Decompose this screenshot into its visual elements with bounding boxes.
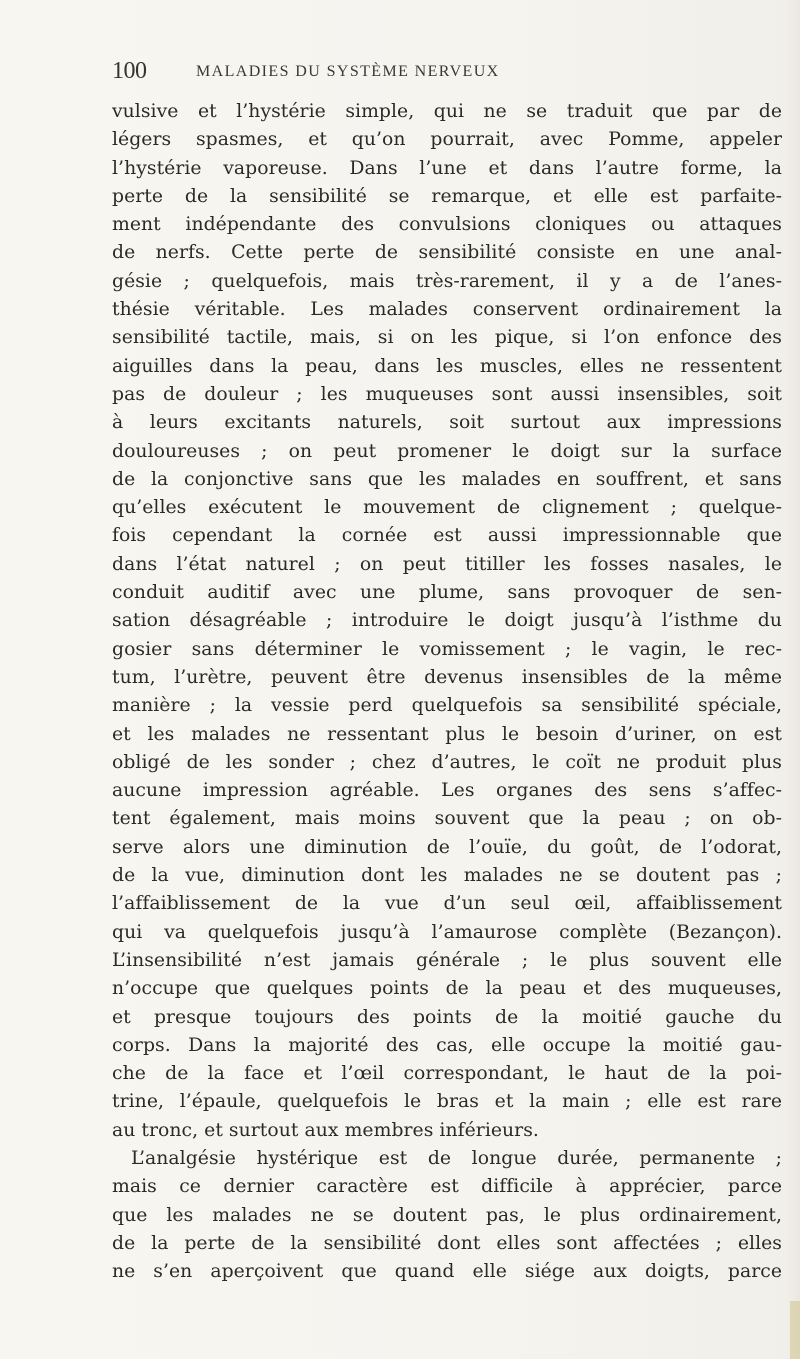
text-line: au tronc, et surtout aux membres inférieurs.: [112, 1119, 539, 1141]
text-line: de la vue, diminution dont les malades ne se doutent pas ;: [112, 865, 782, 887]
text-line: sation désagréable ; introduire le doigt jusqu’à l’isthme du: [112, 610, 782, 632]
text-line: ment indépendante des convulsions cloniques ou attaques: [112, 214, 782, 236]
text-line: que les malades ne se doutent pas, le plus ordinairement,: [112, 1204, 782, 1226]
text-line: tent également, mais moins souvent que la peau ; on ob-: [112, 808, 782, 830]
text-line: aucune impression agréable. Les organes des sens s’affec-: [112, 780, 782, 802]
text-line: serve alors une diminution de l’ouïe, du goût, de l’odorat,: [112, 836, 782, 858]
text-line: mais ce dernier caractère est difficile à apprécier, parce: [112, 1176, 782, 1198]
text-line: tum, l’urètre, peuvent être devenus insensibles de la même: [112, 666, 782, 688]
text-line: ne s’en aperçoivent que quand elle siége aux doigts, parce: [112, 1261, 782, 1283]
text-line: L’insensibilité n’est jamais générale ; le plus souvent elle: [112, 949, 782, 971]
text-line: sensibilité tactile, mais, si on les pique, si l’on enfonce des: [112, 327, 782, 349]
text-line: légers spasmes, et qu’on pourrait, avec Pomme, appeler: [112, 129, 782, 151]
page-header: [112, 58, 732, 88]
text-line: fois cependant la cornée est aussi impressionnable que: [112, 525, 782, 547]
text-line: qui va quelquefois jusqu’à l’amaurose complète (Bezançon).: [112, 921, 782, 943]
text-line: gosier sans déterminer le vomissement ; le vagin, le rec-: [112, 638, 782, 660]
running-head: MALADIES DU SYSTÈME NERVEUX: [196, 63, 500, 80]
text-line: vulsive et l’hystérie simple, qui ne se traduit que par de: [112, 101, 782, 122]
body-text: [112, 98, 782, 1286]
text-line: n’occupe que quelques points de la peau et des muqueuses,: [112, 978, 782, 1000]
text-line: pas de douleur ; les muqueuses sont aussi insensibles, soit: [112, 383, 782, 405]
page-edge-mark: [790, 1301, 800, 1359]
text-line: conduit auditif avec une plume, sans provoquer de sen-: [112, 582, 782, 604]
text-line: L’analgésie hystérique est de longue durée, permanente ;: [131, 1147, 782, 1169]
page-number: 100: [112, 58, 147, 84]
text-line: thésie véritable. Les malades conservent ordinairement la: [112, 299, 782, 321]
text-line: dans l’état naturel ; on peut titiller les fosses nasales, le: [112, 553, 782, 575]
text-line: manière ; la vessie perd quelquefois sa sensibilité spéciale,: [112, 695, 782, 717]
text-line: de nerfs. Cette perte de sensibilité consiste en une anal-: [112, 242, 782, 264]
text-line: l’affaiblissement de la vue d’un seul œil, affaiblissement: [112, 893, 782, 915]
text-line: obligé de les sonder ; chez d’autres, le coït ne produit plus: [112, 751, 782, 773]
page-edge-shadow: [786, 0, 800, 1359]
text-line: douloureuses ; on peut promener le doigt sur la surface: [112, 440, 782, 462]
text-line: à leurs excitants naturels, soit surtout aux impressions: [112, 412, 782, 434]
text-line: gésie ; quelquefois, mais très-rarement, il y a de l’anes-: [112, 270, 782, 292]
text-line: de la conjonctive sans que les malades en souffrent, et sans: [112, 468, 782, 490]
text-line: et presque toujours des points de la moitié gauche du: [112, 1006, 782, 1028]
text-line: qu’elles exécutent le mouvement de clignement ; quelque-: [112, 497, 782, 519]
text-line: corps. Dans la majorité des cas, elle occupe la moitié gau-: [112, 1034, 782, 1056]
text-line: trine, l’épaule, quelquefois le bras et la main ; elle est rare: [112, 1091, 782, 1113]
text-line: et les malades ne ressentant plus le besoin d’uriner, on est: [112, 723, 782, 745]
text-line: de la perte de la sensibilité dont elles sont affectées ; elles: [112, 1232, 782, 1254]
text-line: che de la face et l’œil correspondant, le haut de la poi-: [112, 1063, 782, 1085]
text-line: aiguilles dans la peau, dans les muscles, elles ne ressentent: [112, 355, 782, 377]
text-line: perte de la sensibilité se remarque, et elle est parfaite-: [112, 185, 782, 207]
text-line: l’hystérie vaporeuse. Dans l’une et dans l’autre forme, la: [112, 157, 782, 179]
